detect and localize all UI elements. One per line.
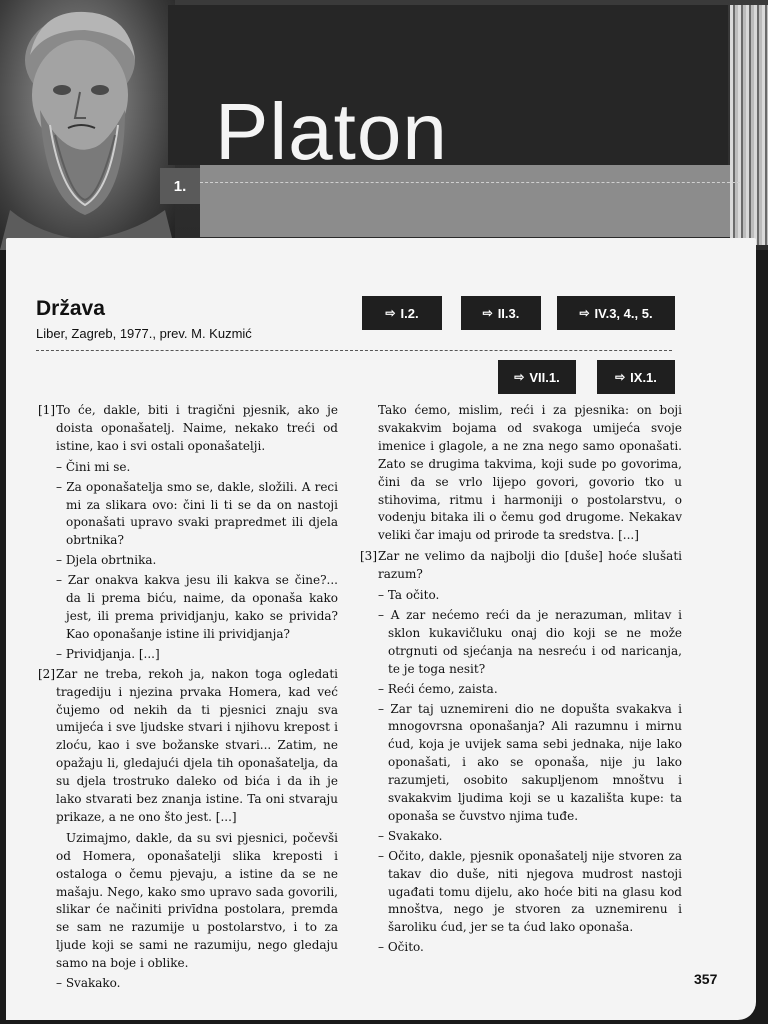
dialogue-line: – Očito, dakle, pjesnik oponašatelj nije stvoren za takav dio duše, niti njegova mudrost nastoji ugađati tomu dijelu, ako hoće biti na glasu kod mnoštva, nego je stvoren za uznemirenu i šaroliku ćud, jer se ta ćud lako oponaša. [378,848,682,935]
reference-label: I.2. [400,305,419,321]
dialogue-line: – A zar nećemo reći da je nerazuman, mlitav i sklon kukavičluku onaj dio koji se ne može otrgnuti od sjećanja na nesreću i od naricanja, te je toga nesit? [378,607,682,676]
left-column [38,402,338,995]
paragraph-number: [3] [360,549,377,564]
dialogue-line: – Svakako. [378,828,443,843]
dialogue-line: – Svakako. [56,976,121,991]
dialogue-line: – Ta očito. [378,588,440,603]
dialogue-line: – Zar taj uznemireni dio ne dopušta svakakva i mnogovrsna oponašanja? Ali razumnu i mirnu ćud, koja je uvijek sama sebi jednaka, nije lako oponašati, i ako se oponaša, nije ju lako razumjeti, osobito sakupljenom mnoštvu i svakakvim ljudima koji se u kazališta kupe: ta oponaša se čuvstvo njima tuđe. [378,701,682,823]
banner-divider [200,182,740,183]
dialogue-line: – Reći ćemo, zaista. [378,681,498,696]
reference-link-iv[interactable] [557,296,675,330]
reference-label: IV.3, 4., 5. [594,305,653,321]
dialogue-line: – Očito. [378,940,424,955]
dialogue-line: – Za oponašatelja smo se, dakle, složili. A reci mi za slikara ovo: čini li ti se da on nastoji oponašati upravo svaki prapredmet ili djela obrtnika? [56,479,338,548]
arrow-right-icon: ⇨ [514,370,525,384]
reference-label: VII.1. [529,369,560,385]
reference-link-vii1[interactable] [498,360,576,394]
paragraph-number: [2] [38,666,55,681]
work-title: Država [36,297,105,320]
reference-link-ii3[interactable] [461,296,541,330]
dialogue-line: – Zar onakva kakva jesu ili kakva se čine?... da li prema biću, naime, da oponaša kako jest, ili prema prividjanju, kako se privida? Kao oponašanje istine ili prividjanja? [56,573,338,641]
paragraph-text: Zar ne velimo da najbolji dio [duše] hoće slušati razum? [378,549,682,582]
paragraph-number: [1] [38,403,55,417]
arrow-right-icon: ⇨ [579,306,590,320]
bust-portrait-icon [0,0,175,250]
reference-label: II.3. [497,305,520,321]
right-column [360,402,682,959]
chapter-number: 1. [160,168,200,204]
chapter-title: Platon [215,87,448,176]
section-divider [36,350,672,351]
paragraph-text: Zar ne treba, rekoh ja, nakon toga ogledati tragediju i njezina prvaka Homera, kad već čujemo od nekih da ti pjesnici znaju sva umijeća i sve ljudske stvari i njihovu krepost i zloću, kao i sve božanske stvari... Zatim, ne opažaju li, gledajući djela tih oponašatelja, da su djela trostruko daleko od bića i da ih je lako stvarati bez znanja istine. Ta oni stvaraju prikaze, a ne ono što jest. [...] [56,666,338,824]
reference-label: IX.1. [630,369,657,385]
arrow-right-icon: ⇨ [385,306,396,320]
page-edge-strip [730,5,768,245]
paragraph-3 [360,548,682,584]
arrow-right-icon: ⇨ [615,370,626,384]
dialogue-line: – Čini mi se. [56,459,131,474]
arrow-right-icon: ⇨ [482,306,493,320]
paragraph-1 [38,402,338,456]
paragraph-text: Uzimajmo, dakle, da su svi pjesnici, počevši od Homera, oponašatelji slika kreposti i ostaloga o čemu pjevaju, a istine da se ne mašaju. Nego, kako smo upravo sada govorili, slikar će načiniti privīdna postolara, premda se sam ne razumije u postolarstvo, i to za ljude koji se sami ne razumiju, nego gledaju samo na boje i oblike. [56,830,338,971]
page-number: 357 [694,971,718,987]
paragraph-2 [38,666,338,827]
reference-link-ix1[interactable] [597,360,675,394]
chapter-header [0,0,768,250]
paragraph-text: Tako ćemo, mislim, reći i za pjesnika: on boji svakakvim bojama od svakoga umijeća svoje imenice i glagole, a ne zna nego samo oponašati. Zato se drugima takvima, koji sude po govorima, čini da se vrlo lijepo govori, govorio tko u stihovima, ritmu i harmoniji o postolarstvu, o vodenju bitaka ili o čemu god drugome. Nekakav veliki čar imaju od prirode ta sredstva. [...] [378,403,682,543]
work-publication: Liber, Zagreb, 1977., prev. M. Kuzmić [36,326,252,341]
paragraph-text: To će, dakle, biti i tragični pjesnik, ako je doista oponašatelj. Naime, nekako treći od istine, kao i svi ostali oponašatelji. [56,403,338,453]
dialogue-line: – Djela obrtnika. [56,553,157,568]
dialogue-line: – Prividjanja. [...] [56,646,160,661]
reference-link-i2[interactable] [362,296,442,330]
